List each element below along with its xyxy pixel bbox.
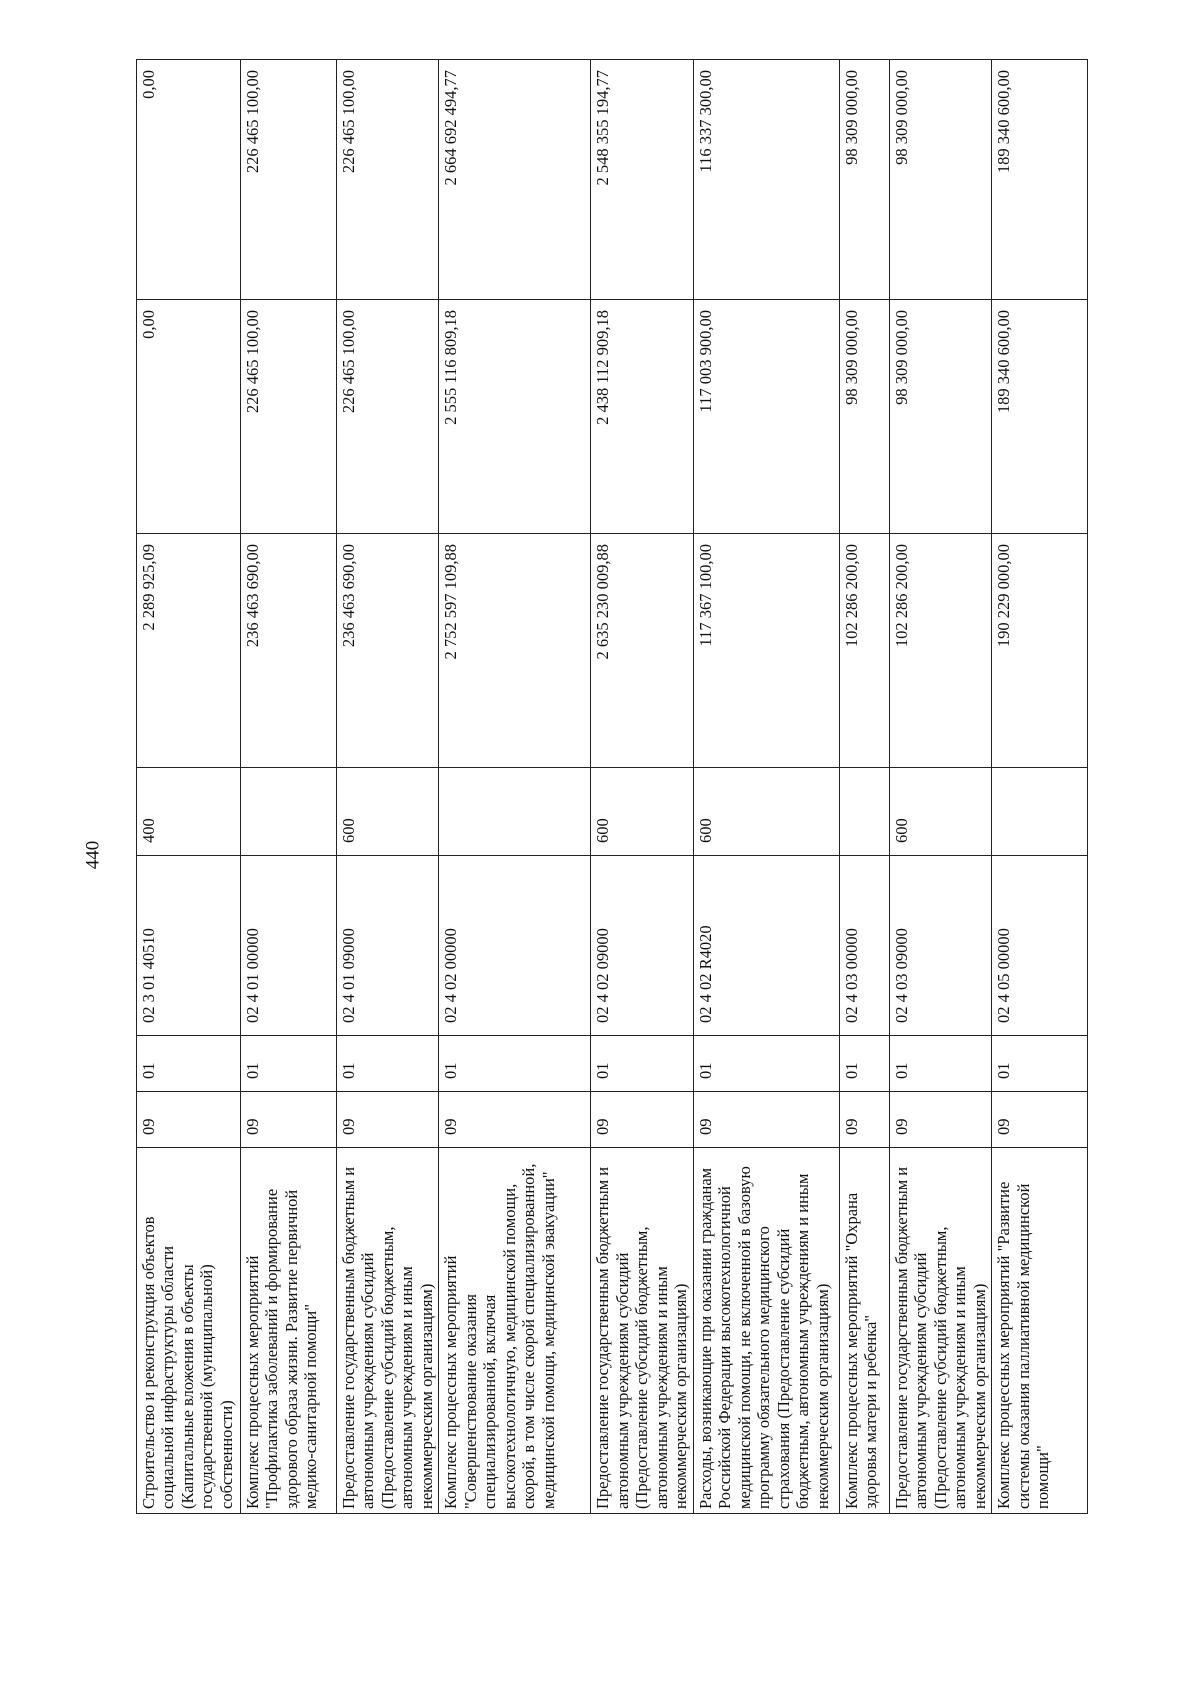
grbs-code-cell: 09 xyxy=(337,1092,439,1148)
amount-year2-cell: 98 309 000,00 xyxy=(839,300,889,534)
amount-year1-cell: 190 229 000,00 xyxy=(992,534,1088,768)
target-article-cell: 02 4 03 09000 xyxy=(889,856,991,1036)
amount-year2-cell: 226 465 100,00 xyxy=(337,300,439,534)
amount-year3-cell: 226 465 100,00 xyxy=(337,60,439,300)
grbs-code-cell: 09 xyxy=(839,1092,889,1148)
amount-year1-cell: 236 463 690,00 xyxy=(241,534,337,768)
table-row xyxy=(992,60,1088,1514)
section-code-cell: 01 xyxy=(337,1036,439,1092)
grbs-code-cell: 09 xyxy=(992,1092,1088,1148)
table-row xyxy=(241,60,337,1514)
grbs-code-cell: 09 xyxy=(439,1092,591,1148)
grbs-code-cell: 09 xyxy=(693,1092,839,1148)
section-code-cell: 01 xyxy=(241,1036,337,1092)
target-article-cell: 02 4 05 00000 xyxy=(992,856,1088,1036)
expense-name-cell: Расходы, возникающие при оказании гражданам Российской Федерации высокотехнологичной медицинской помощи, не включенной в базовую программу обязательного медицинского страхования (Предоставление субсидий бюджетным, автономным учреждениям и иным некоммерческим организациям) xyxy=(693,1148,839,1514)
expense-type-cell: 600 xyxy=(889,768,991,856)
amount-year2-cell: 226 465 100,00 xyxy=(241,300,337,534)
amount-year3-cell: 2 548 355 194,77 xyxy=(591,60,693,300)
expense-name-cell: Строительство и реконструкция объектов социальной инфраструктуры области (Капитальные вложения в объекты государственной (муниципальной) собственности) xyxy=(137,1148,241,1514)
table-row xyxy=(337,60,439,1514)
table-row xyxy=(839,60,889,1514)
amount-year2-cell: 189 340 600,00 xyxy=(992,300,1088,534)
expense-name-cell: Комплекс процессных мероприятий "Профилактика заболеваний и формирование здорового образа жизни. Развитие первичной медико-санитарной помощи" xyxy=(241,1148,337,1514)
table-row xyxy=(439,60,591,1514)
amount-year1-cell: 2 635 230 009,88 xyxy=(591,534,693,768)
target-article-cell: 02 4 01 00000 xyxy=(241,856,337,1036)
section-code-cell: 01 xyxy=(137,1036,241,1092)
expense-name-cell: Предоставление государственным бюджетным и автономным учреждениям субсидий (Предоставление субсидий бюджетным, автономным учреждениям и иным некоммерческим организациям) xyxy=(337,1148,439,1514)
expense-type-cell: 600 xyxy=(693,768,839,856)
section-code-cell: 01 xyxy=(591,1036,693,1092)
amount-year3-cell: 189 340 600,00 xyxy=(992,60,1088,300)
amount-year1-cell: 102 286 200,00 xyxy=(839,534,889,768)
amount-year3-cell: 116 337 300,00 xyxy=(693,60,839,300)
section-code-cell: 01 xyxy=(439,1036,591,1092)
expense-type-cell: 600 xyxy=(337,768,439,856)
amount-year3-cell: 98 309 000,00 xyxy=(889,60,991,300)
expense-type-cell: 400 xyxy=(137,768,241,856)
target-article-cell: 02 3 01 40510 xyxy=(137,856,241,1036)
amount-year1-cell: 102 286 200,00 xyxy=(889,534,991,768)
target-article-cell: 02 4 01 09000 xyxy=(337,856,439,1036)
page-number: 440 xyxy=(82,840,103,870)
amount-year1-cell: 2 289 925,09 xyxy=(137,534,241,768)
amount-year1-cell: 117 367 100,00 xyxy=(693,534,839,768)
target-article-cell: 02 4 02 09000 xyxy=(591,856,693,1036)
grbs-code-cell: 09 xyxy=(591,1092,693,1148)
table-body xyxy=(137,60,1088,1514)
amount-year2-cell: 2 555 116 809,18 xyxy=(439,300,591,534)
amount-year3-cell: 0,00 xyxy=(137,60,241,300)
grbs-code-cell: 09 xyxy=(889,1092,991,1148)
table-row xyxy=(591,60,693,1514)
section-code-cell: 01 xyxy=(839,1036,889,1092)
target-article-cell: 02 4 03 00000 xyxy=(839,856,889,1036)
amount-year1-cell: 236 463 690,00 xyxy=(337,534,439,768)
grbs-code-cell: 09 xyxy=(241,1092,337,1148)
amount-year1-cell: 2 752 597 109,88 xyxy=(439,534,591,768)
section-code-cell: 01 xyxy=(992,1036,1088,1092)
expense-name-cell: Комплекс процессных мероприятий "Охрана здоровья матери и ребенка" xyxy=(839,1148,889,1514)
expense-name-cell: Предоставление государственным бюджетным и автономным учреждениям субсидий (Предоставление субсидий бюджетным, автономным учреждениям и иным некоммерческим организациям) xyxy=(591,1148,693,1514)
expense-type-cell xyxy=(241,768,337,856)
section-code-cell: 01 xyxy=(889,1036,991,1092)
expense-name-cell: Комплекс процессных мероприятий "Развитие системы оказания паллиативной медицинской помощи" xyxy=(992,1148,1088,1514)
amount-year2-cell: 2 438 112 909,18 xyxy=(591,300,693,534)
expense-type-cell xyxy=(992,768,1088,856)
amount-year2-cell: 98 309 000,00 xyxy=(889,300,991,534)
target-article-cell: 02 4 02 00000 xyxy=(439,856,591,1036)
amount-year3-cell: 226 465 100,00 xyxy=(241,60,337,300)
table-row xyxy=(889,60,991,1514)
expense-name-cell: Комплекс процессных мероприятий "Совершенствование оказания специализированной, включая высокотехнологичную, медицинской помощи, скорой, в том числе скорой специализированной, медицинской помощи, медицинской эвакуации" xyxy=(439,1148,591,1514)
table-row xyxy=(693,60,839,1514)
target-article-cell: 02 4 02 R4020 xyxy=(693,856,839,1036)
amount-year2-cell: 117 003 900,00 xyxy=(693,300,839,534)
budget-table-container xyxy=(136,60,1083,1514)
expense-name-cell: Предоставление государственным бюджетным и автономным учреждениям субсидий (Предоставление субсидий бюджетным, автономным учреждениям и иным некоммерческим организациям) xyxy=(889,1148,991,1514)
amount-year3-cell: 98 309 000,00 xyxy=(839,60,889,300)
expense-type-cell: 600 xyxy=(591,768,693,856)
amount-year3-cell: 2 664 692 494,77 xyxy=(439,60,591,300)
budget-table xyxy=(136,59,1088,1514)
table-row xyxy=(137,60,241,1514)
grbs-code-cell: 09 xyxy=(137,1092,241,1148)
amount-year2-cell: 0,00 xyxy=(137,300,241,534)
section-code-cell: 01 xyxy=(693,1036,839,1092)
expense-type-cell xyxy=(839,768,889,856)
expense-type-cell xyxy=(439,768,591,856)
